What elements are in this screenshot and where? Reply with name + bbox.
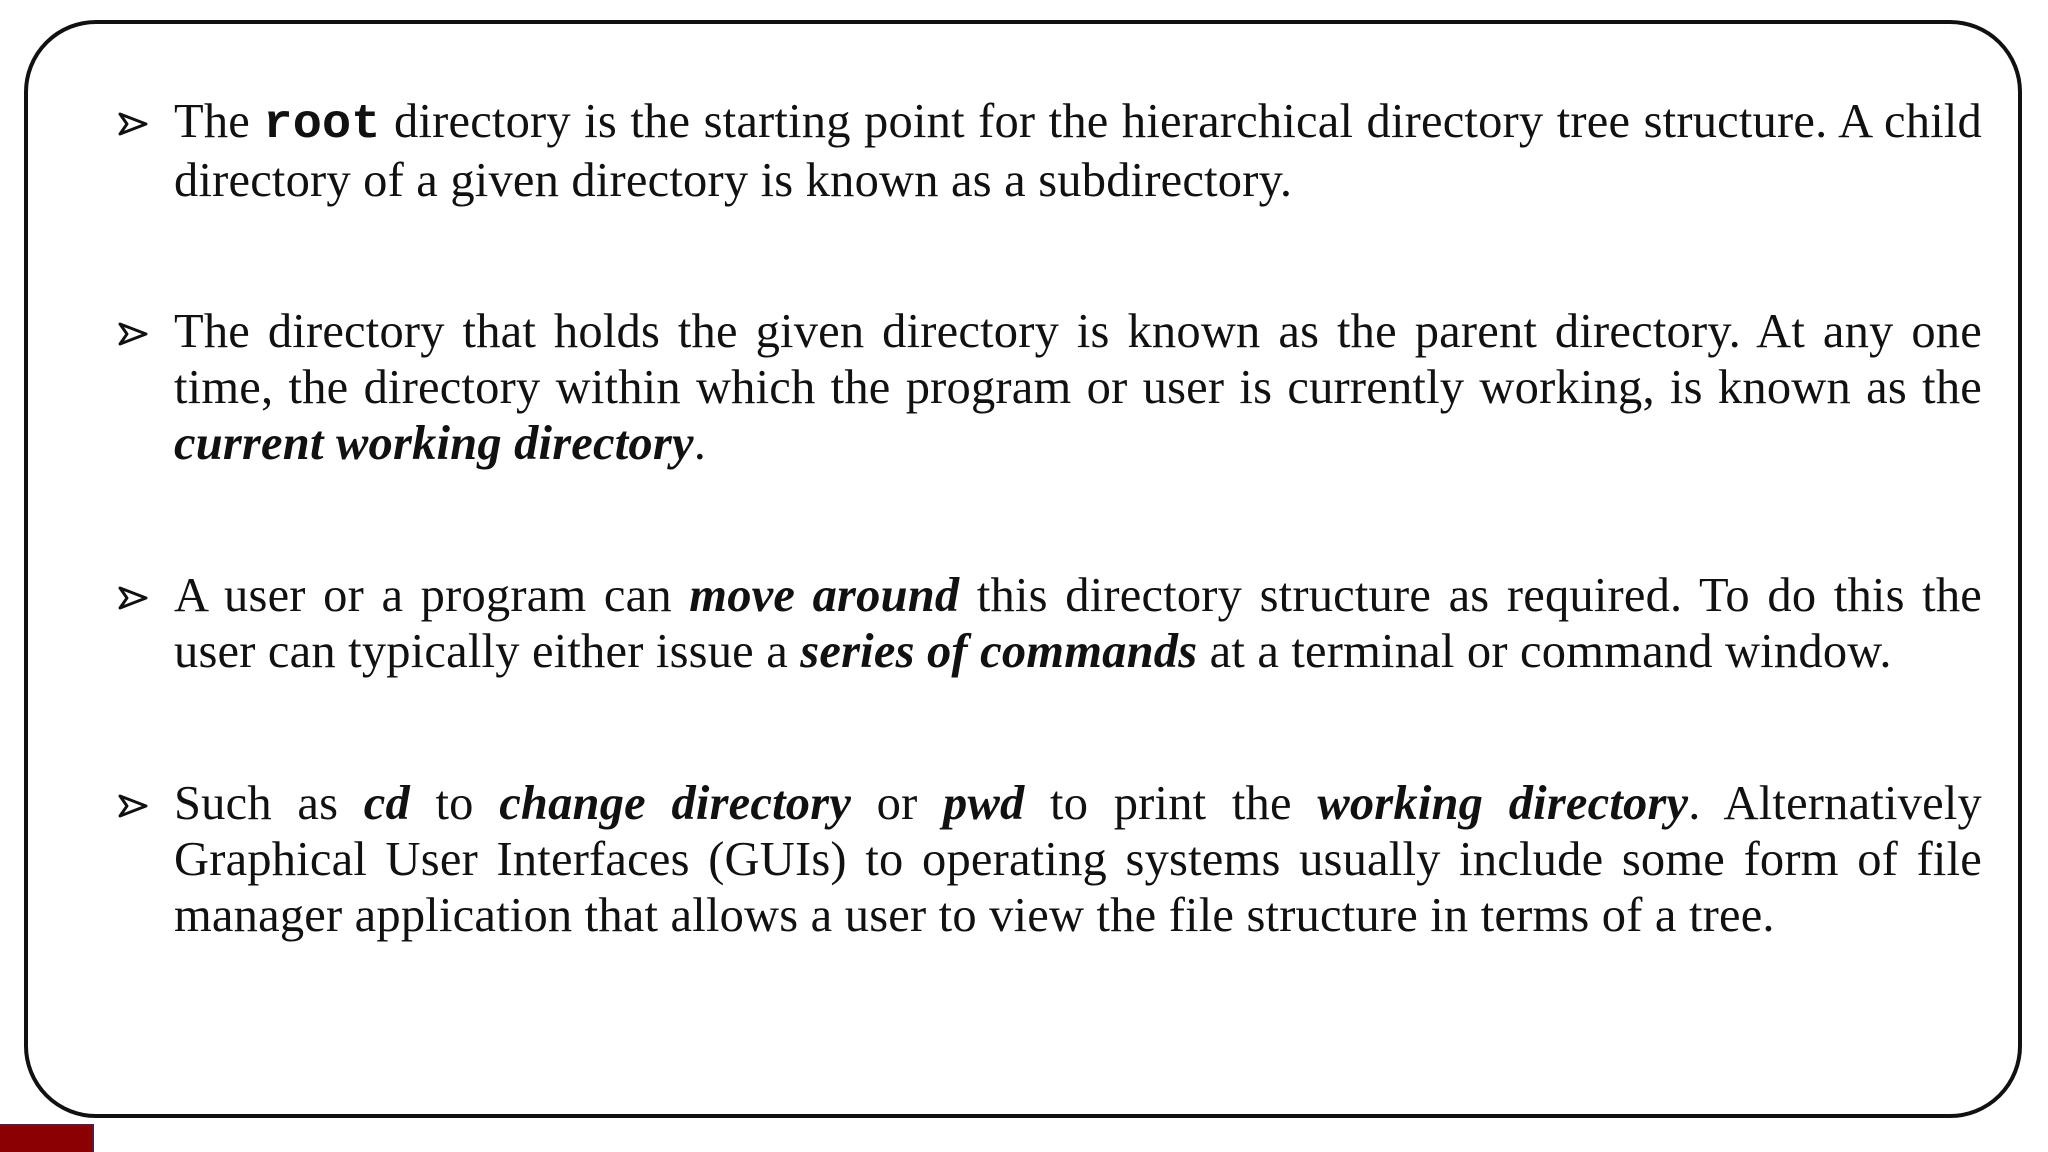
bullet-text: or — [851, 777, 943, 830]
corner-tab-decoration — [0, 1124, 94, 1152]
arrowhead-bullet-icon — [118, 322, 148, 346]
emphasis-term: current working directory — [174, 417, 694, 470]
emphasis-term: change directory — [499, 777, 852, 830]
bullet-list — [114, 94, 1982, 944]
bullet-text: . — [693, 417, 707, 470]
code-term-root: root — [263, 97, 381, 152]
bullet-text: to print the — [1024, 777, 1318, 830]
arrowhead-bullet-icon — [118, 794, 148, 818]
emphasis-term: series of commands — [800, 625, 1198, 678]
bullet-text: to — [409, 777, 500, 830]
bullet-text: at a terminal or command window. — [1197, 625, 1892, 678]
bullet-item-move-around — [114, 568, 1982, 680]
emphasis-term: cd — [363, 777, 410, 830]
arrowhead-bullet-icon — [118, 112, 148, 136]
slide-frame — [24, 20, 2022, 1118]
bullet-text: The directory that holds the given directory is known as the parent directory. At any one time, the directory within which the program or user is currently working, is known as the — [174, 305, 1982, 414]
bullet-text: A user or a program can — [174, 569, 690, 622]
bullet-text: . Alternatively Graphical User Interfaces (GUIs) to operating systems usually include some form of file manager application that allows a user to view the file structure in terms of a tree. — [174, 777, 1982, 942]
bullet-item-commands-and-gui — [114, 776, 1982, 944]
arrowhead-bullet-icon — [118, 586, 148, 610]
emphasis-term: pwd — [943, 777, 1025, 830]
bullet-item-parent-directory — [114, 304, 1982, 472]
bullet-text: The — [174, 95, 264, 148]
bullet-item-root-directory — [114, 94, 1982, 209]
bullet-text: this directory structure as required. To do this the user can typically either issue a — [174, 569, 1982, 678]
bullet-text: Such as — [174, 777, 364, 830]
emphasis-term: working directory — [1317, 777, 1689, 830]
emphasis-term: move around — [689, 569, 960, 622]
bullet-text: directory is the starting point for the hierarchical directory tree structure. A child directory of a given directory is known as a subdirectory. — [174, 95, 1982, 207]
